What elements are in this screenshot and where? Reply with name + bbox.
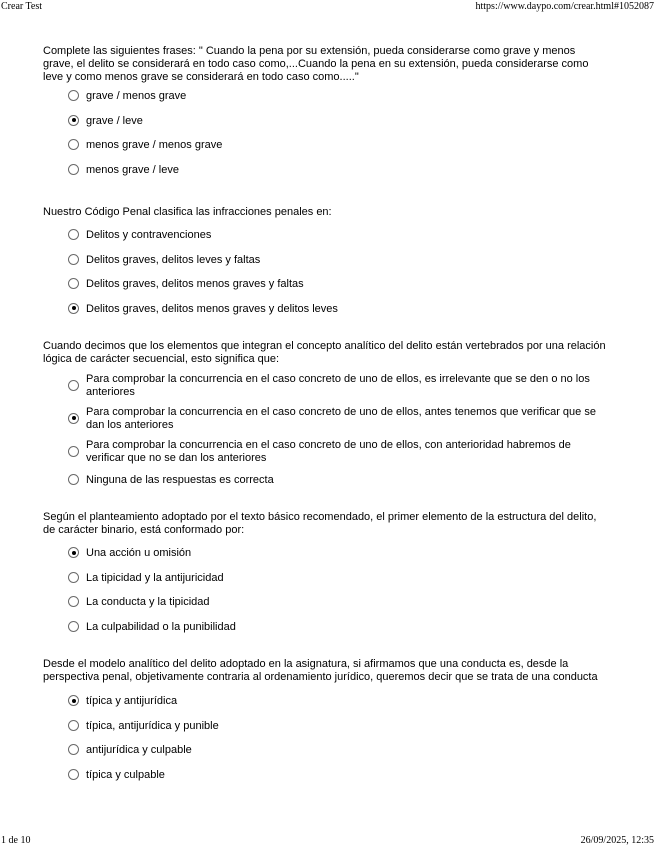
radio-button[interactable] (68, 474, 79, 485)
answer-label: Una acción u omisión (86, 547, 192, 559)
answer-label: Para comprobar la concurrencia en el caso concreto de uno de ellos, es irrelevante que se den o no los anteriores (86, 373, 590, 398)
answer-option[interactable] (43, 254, 608, 267)
radio-button[interactable] (68, 229, 79, 240)
answer-option[interactable] (43, 278, 608, 291)
answer-label: típica, antijurídica y punible (86, 719, 219, 732)
page-url: https://www.daypo.com/crear.html#1052087 (475, 1, 654, 12)
radio-button[interactable] (68, 413, 79, 424)
answer-label: La culpabilidad o la punibilidad (86, 620, 236, 633)
answer-options (43, 229, 608, 316)
radio-button[interactable] (68, 164, 79, 175)
answer-option[interactable] (43, 439, 608, 465)
answer-option[interactable] (43, 720, 608, 733)
answer-label: Delitos graves, delitos menos graves y faltas (86, 278, 304, 290)
answer-label: Para comprobar la concurrencia en el caso concreto de uno de ellos, con anterioridad habremos de verificar que no se dan los anteriores (86, 439, 571, 464)
question-text: Cuando decimos que los elementos que integran el concepto analítico del delito están vertebrados por una relación lógica de carácter secuencial, esto significa que: (43, 340, 606, 365)
answer-option[interactable] (43, 115, 608, 128)
question-5 (43, 658, 608, 782)
answer-option[interactable] (43, 303, 608, 316)
answer-option[interactable] (43, 90, 608, 103)
answer-label: Ninguna de las respuestas es correcta (86, 474, 274, 486)
answer-option[interactable] (43, 695, 608, 708)
radio-button[interactable] (68, 744, 79, 755)
answer-label: típica y culpable (86, 768, 165, 781)
answer-label: La conducta y la tipicidad (86, 596, 210, 608)
answer-option[interactable] (43, 474, 608, 487)
answer-options (43, 695, 608, 782)
answer-option[interactable] (43, 373, 608, 399)
radio-button[interactable] (68, 446, 79, 457)
answer-label: grave / menos grave (86, 90, 187, 102)
question-2 (43, 206, 608, 316)
answer-option[interactable] (43, 744, 608, 757)
answer-option[interactable] (43, 596, 608, 609)
radio-button[interactable] (68, 139, 79, 150)
radio-button[interactable] (68, 303, 79, 314)
radio-button[interactable] (68, 278, 79, 289)
answer-label: La tipicidad y la antijuricidad (86, 571, 224, 584)
question-1 (43, 45, 608, 177)
question-text: Nuestro Código Penal clasifica las infracciones penales en: (43, 206, 332, 218)
answer-options (43, 373, 608, 487)
question-3 (43, 340, 608, 487)
answer-label: grave / leve (86, 114, 143, 127)
question-text: Desde el modelo analítico del delito adoptado en la asignatura, si afirmamos que una conducta es, desde la perspectiva penal, objetivamente contraria al ordenamiento jurídico, queremos decir que se trata de una conducta (43, 658, 598, 683)
radio-button[interactable] (68, 547, 79, 558)
answer-label: típica y antijurídica (86, 695, 178, 707)
page-title: Crear Test (1, 1, 43, 12)
question-text: Según el planteamiento adoptado por el texto básico recomendado, el primer elemento de la estructura del delito, de carácter binario, está conformado por: (43, 511, 597, 536)
radio-button[interactable] (68, 621, 79, 632)
answer-label: menos grave / menos grave (86, 139, 223, 151)
print-footer (0, 834, 655, 848)
answer-option[interactable] (43, 769, 608, 782)
answer-option[interactable] (43, 229, 608, 242)
radio-button[interactable] (68, 572, 79, 583)
page-number: 1 de 10 (1, 835, 31, 846)
answer-label: Delitos graves, delitos leves y faltas (86, 253, 261, 266)
radio-button[interactable] (68, 596, 79, 607)
answer-option[interactable] (43, 139, 608, 152)
radio-button[interactable] (68, 720, 79, 731)
radio-button[interactable] (68, 90, 79, 101)
answer-option[interactable] (43, 406, 608, 432)
question-text: Complete las siguientes frases: " Cuando la pena por su extensión, pueda considerarse como grave y menos grave, el delito se considerará en todo caso como,...Cuando la pena en su extensión, pueda considerarse como leve y como menos grave se considerará en todo caso como....." (43, 45, 589, 83)
answer-options (43, 547, 608, 634)
answer-label: Delitos graves, delitos menos graves y delitos leves (86, 302, 338, 315)
answer-option[interactable] (43, 572, 608, 585)
answer-label: antijurídica y culpable (86, 744, 192, 756)
answer-option[interactable] (43, 547, 608, 560)
answer-option[interactable] (43, 621, 608, 634)
radio-button[interactable] (68, 380, 79, 391)
radio-button[interactable] (68, 254, 79, 265)
radio-button[interactable] (68, 695, 79, 706)
radio-button[interactable] (68, 769, 79, 780)
radio-button[interactable] (68, 115, 79, 126)
answer-label: Delitos y contravenciones (86, 229, 212, 241)
answer-label: menos grave / leve (86, 163, 179, 176)
answer-label: Para comprobar la concurrencia en el caso concreto de uno de ellos, antes tenemos que verificar que se dan los anteriores (86, 406, 596, 431)
print-datetime: 26/09/2025, 12:35 (580, 835, 654, 846)
question-4 (43, 511, 608, 634)
print-header (0, 0, 655, 14)
answer-option[interactable] (43, 164, 608, 177)
answer-options (43, 90, 608, 177)
